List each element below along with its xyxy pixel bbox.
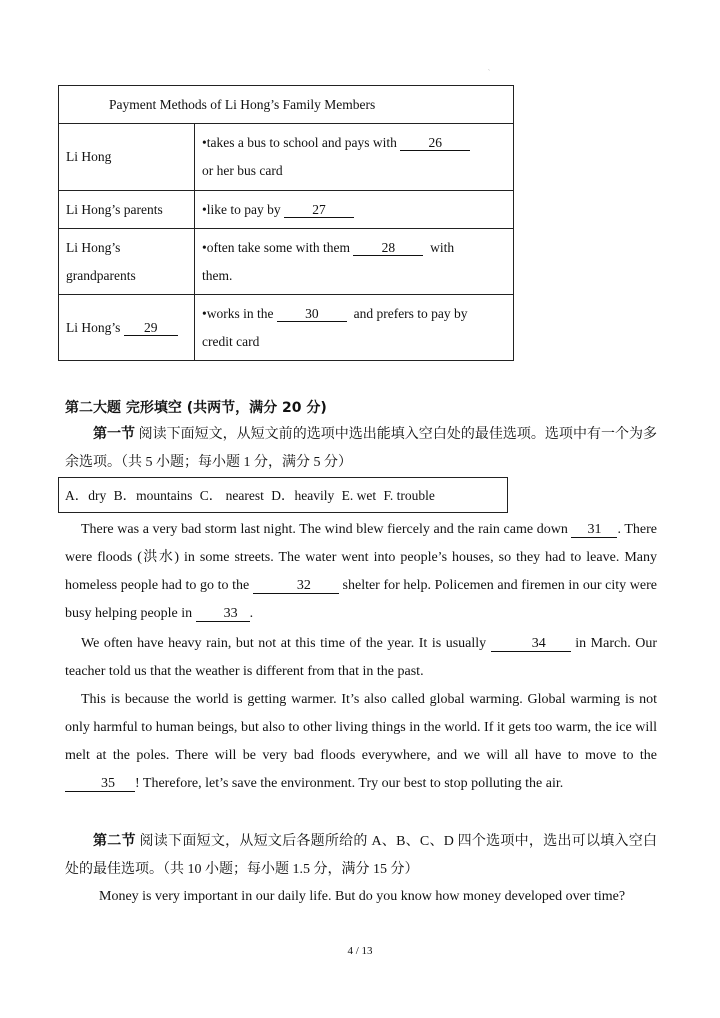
blank-32[interactable]: 32 xyxy=(253,579,339,594)
option: B．mountains xyxy=(113,488,193,503)
table-row xyxy=(59,229,514,295)
options-box xyxy=(58,477,508,513)
part2-heading: 第二大题 完形填空 (共两节，满分 20 分) xyxy=(65,400,327,416)
option: C． nearest xyxy=(199,488,264,503)
blank-30[interactable]: 30 xyxy=(277,307,347,322)
blank-29[interactable]: 29 xyxy=(124,321,178,336)
member-name: Li Hong’s 29 xyxy=(59,295,195,361)
blank-35[interactable]: 35 xyxy=(65,777,135,792)
passage-paragraph-3: This is because the world is getting warmer. It’s also called global warming. Global warming is not only harmful to human beings, but also to other living things in the world. If it gets too warm, the ice will melt at the poles. There will be very bad floods everywhere, and we will all have to move to the 35 ! Therefore, let’s save the environment. Try our best to stop polluting the air. xyxy=(65,692,657,791)
payment-methods-table xyxy=(58,85,514,361)
section2-instructions: 第二节 阅读下面短文，从短文后各题所给的 A、B、C、D 四个选项中，选出可以填入空白处的最佳选项。（共 10 小题；每小题 1.5 分，满分 15 分） xyxy=(65,833,658,877)
option: E. wet xyxy=(341,488,377,503)
option: A．dry xyxy=(65,488,107,503)
passage-paragraph-2: We often have heavy rain, but not at this time of the year. It is usually 34 in March. Our teacher told us that the weather is different from that in the past. xyxy=(65,636,658,679)
option: D．heavily xyxy=(271,488,335,503)
blank-34[interactable]: 34 xyxy=(491,637,571,652)
payment-desc: •often take some with them 28 with them. xyxy=(195,229,514,295)
passage-paragraph-1: There was a very bad storm last night. The wind blew fiercely and the rain came down 31 . There were floods (洪水) in some streets. The water went into people’s houses, so they had to leave. Many homeless people had to go to the 32 shelter for help. Policemen and firemen in our city were busy helping people in 33 . xyxy=(65,522,658,621)
blank-31[interactable]: 31 xyxy=(571,523,617,538)
member-name: Li Hong xyxy=(59,124,195,191)
table-title: Payment Methods of Li Hong’s Family Members xyxy=(59,86,514,124)
member-name: Li Hong’s parents xyxy=(59,191,195,229)
blank-27[interactable]: 27 xyxy=(284,203,354,218)
blank-28[interactable]: 28 xyxy=(353,241,423,256)
table-row xyxy=(59,295,514,361)
payment-desc: •takes a bus to school and pays with 26 or her bus card xyxy=(195,124,514,191)
blank-33[interactable]: 33 xyxy=(196,607,250,622)
page-number: 4 / 13 xyxy=(347,945,373,957)
member-name: Li Hong’s grandparents xyxy=(59,229,195,295)
option: F. trouble xyxy=(383,488,435,503)
section1-instructions: 第一节 阅读下面短文，从短文前的选项中选出能填入空白处的最佳选项。选项中有一个为多余选项。（共 5 小题；每小题 1 分，满分 5 分） xyxy=(65,426,658,470)
table-row xyxy=(59,191,514,229)
payment-desc: •like to pay by 27 xyxy=(195,191,514,229)
payment-desc: •works in the 30 and prefers to pay by credit card xyxy=(195,295,514,361)
passage2-paragraph-1: Money is very important in our daily life. But do you know how money developed over time? xyxy=(99,889,626,904)
blank-26[interactable]: 26 xyxy=(400,136,470,151)
scan-mark: ` xyxy=(488,70,490,76)
table-row xyxy=(59,124,514,191)
table-title-row xyxy=(59,86,514,124)
